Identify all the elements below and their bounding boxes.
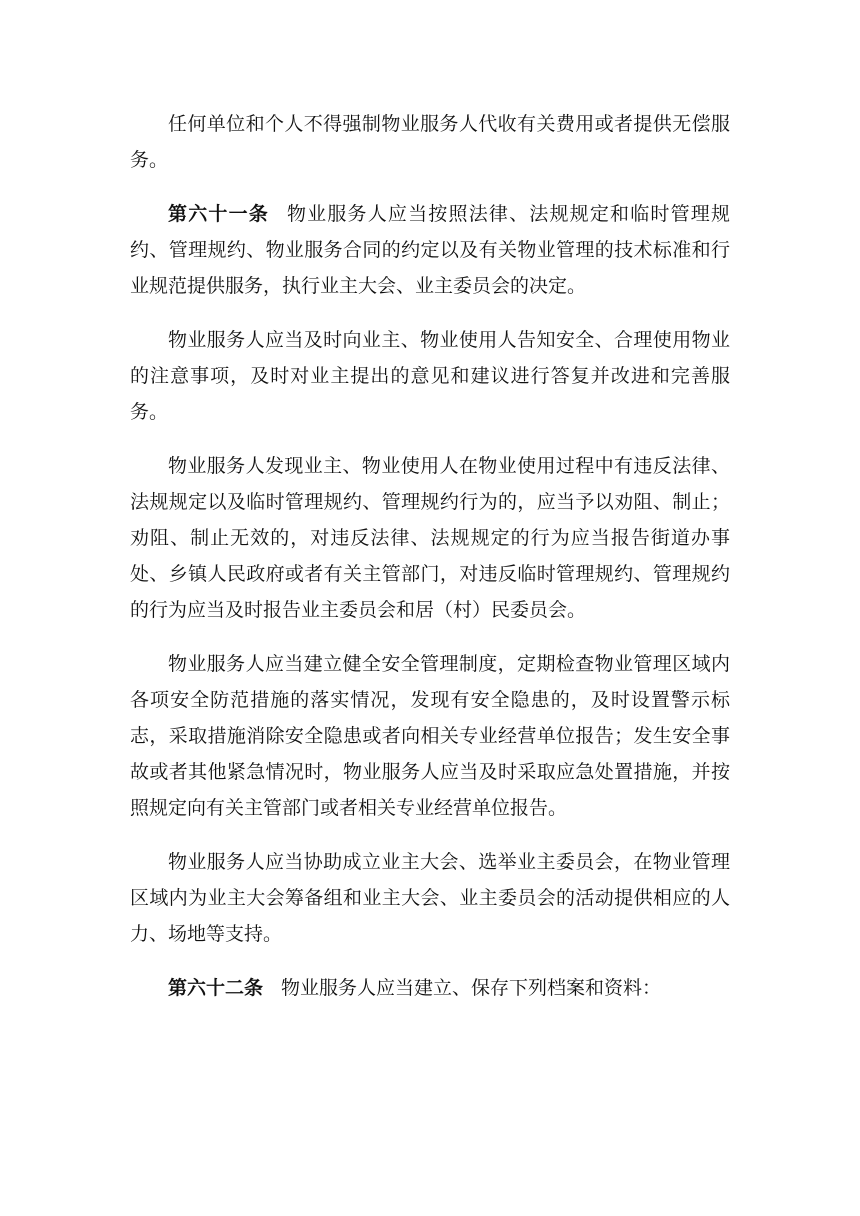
paragraph-text: 物业服务人应当及时向业主、物业使用人告知安全、合理使用物业的注意事项，及时对业主提出的意见和建议进行答复并改进和完善服务。 xyxy=(130,329,730,423)
paragraph-text: 物业服务人应当协助成立业主大会、选举业主委员会，在物业管理区域内为业主大会筹备组和业主大会、业主委员会的活动提供相应的人力、场地等支持。 xyxy=(130,851,730,945)
article-title: 第六十一条 xyxy=(168,203,269,225)
paragraph xyxy=(130,646,730,826)
paragraph xyxy=(130,322,730,430)
paragraph-text: 物业服务人发现业主、物业使用人在物业使用过程中有违反法律、法规规定以及临时管理规约、管理规约行为的，应当予以劝阻、制止；劝阻、制止无效的，对违反法律、法规规定的行为应当报告街道办事处、乡镇人民政府或者有关主管部门，对违反临时管理规约、管理规约的行为应当及时报告业主委员会和居（村）民委员会。 xyxy=(130,455,730,621)
article-title: 第六十二条 xyxy=(168,977,264,999)
article-61-paragraph xyxy=(130,196,730,304)
paragraph-text: 物业服务人应当按照法律、法规规定和临时管理规约、管理规约、物业服务合同的约定以及有关物业管理的技术标准和行业规范提供服务，执行业主大会、业主委员会的决定。 xyxy=(130,203,730,297)
paragraph-text: 物业服务人应当建立、保存下列档案和资料： xyxy=(281,977,662,999)
paragraph xyxy=(130,106,730,178)
paragraph xyxy=(130,844,730,952)
paragraph-text: 任何单位和个人不得强制物业服务人代收有关费用或者提供无偿服务。 xyxy=(130,113,730,171)
document-page xyxy=(130,106,730,1024)
paragraph-text: 物业服务人应当建立健全安全管理制度，定期检查物业管理区域内各项安全防范措施的落实情况，发现有安全隐患的，及时设置警示标志，采取措施消除安全隐患或者向相关专业经营单位报告；发生安全事故或者其他紧急情况时，物业服务人应当及时采取应急处置措施，并按照规定向有关主管部门或者相关专业经营单位报告。 xyxy=(130,653,730,819)
article-62-paragraph xyxy=(130,970,730,1006)
paragraph xyxy=(130,448,730,628)
